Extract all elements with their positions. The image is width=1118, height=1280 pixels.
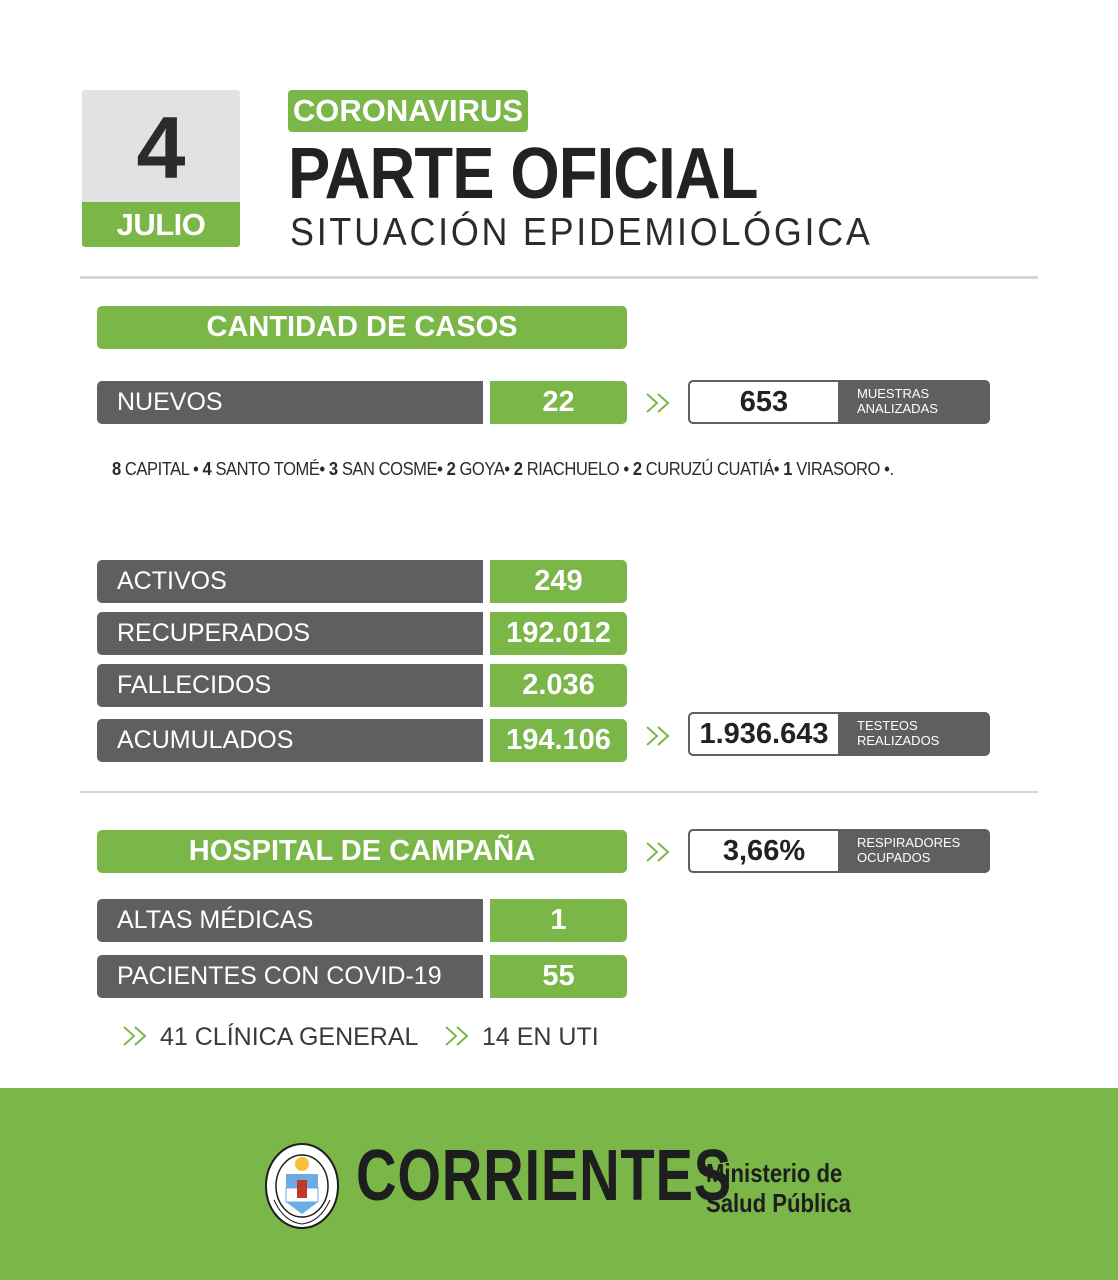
header-divider: [80, 276, 1038, 279]
testeos-label-line2: REALIZADOS: [857, 733, 940, 748]
date-month: JULIO: [82, 202, 240, 247]
provincial-seal-icon: [264, 1140, 340, 1230]
note-clinica-general: [122, 1023, 418, 1052]
altas-value: 1: [490, 899, 627, 942]
muestras-stat: [688, 380, 990, 424]
muestras-value: 653: [690, 382, 838, 422]
department-item: 2 CURUZÚ CUATIÁ•: [632, 459, 780, 479]
section-divider: [80, 791, 1038, 793]
acumulados-label: ACUMULADOS: [97, 719, 483, 762]
note-clinica-general-text: 41 CLÍNICA GENERAL: [160, 1023, 419, 1051]
department-item: 3 SAN COSME•: [328, 459, 443, 479]
department-item: 2 GOYA•: [446, 459, 510, 479]
double-chevron-right-icon: [645, 840, 675, 864]
double-chevron-right-icon: [444, 1024, 474, 1048]
footer: [0, 1088, 1118, 1280]
respiradores-value: 3,66%: [690, 831, 838, 871]
nuevos-value: 22: [490, 381, 627, 424]
respiradores-label-line1: RESPIRADORES: [857, 835, 961, 850]
page-subtitle: SITUACIÓN EPIDEMIOLÓGICA: [290, 211, 873, 254]
footer-ministry-line2: Salud Pública: [706, 1188, 851, 1218]
footer-ministry: [706, 1158, 851, 1218]
muestras-label-line1: MUESTRAS: [857, 386, 930, 401]
footer-ministry-line1: Ministerio de: [706, 1158, 843, 1188]
department-item: 4 SANTO TOMÉ•: [202, 459, 325, 479]
cases-section-title: CANTIDAD DE CASOS: [97, 306, 627, 349]
date-day: 4: [136, 98, 186, 197]
page-title: PARTE OFICIAL: [288, 134, 758, 214]
recuperados-label: RECUPERADOS: [97, 612, 483, 655]
double-chevron-right-icon: [645, 391, 675, 415]
recuperados-value: 192.012: [490, 612, 627, 655]
testeos-label-line1: TESTEOS: [857, 718, 918, 733]
departments-list: [112, 459, 894, 480]
respiradores-stat: [688, 829, 990, 873]
note-uti-text: 14 EN UTI: [482, 1023, 599, 1051]
coronavirus-tag: CORONAVIRUS: [288, 90, 528, 132]
respiradores-label-line2: OCUPADOS: [857, 850, 931, 865]
activos-value: 249: [490, 560, 627, 603]
pacientes-label: PACIENTES CON COVID-19: [97, 955, 483, 998]
acumulados-value: 194.106: [490, 719, 627, 762]
pacientes-value: 55: [490, 955, 627, 998]
altas-label: ALTAS MÉDICAS: [97, 899, 483, 942]
muestras-label: [857, 386, 938, 416]
note-uti: [444, 1023, 599, 1052]
testeos-stat: [688, 712, 990, 756]
fallecidos-value: 2.036: [490, 664, 627, 707]
hospital-section-title: HOSPITAL DE CAMPAÑA: [97, 830, 627, 873]
muestras-label-line2: ANALIZADAS: [857, 401, 938, 416]
testeos-label: [857, 718, 939, 748]
footer-brand: CORRIENTES: [356, 1136, 732, 1216]
department-item: 8 CAPITAL •: [112, 459, 199, 479]
double-chevron-right-icon: [122, 1024, 152, 1048]
fallecidos-label: FALLECIDOS: [97, 664, 483, 707]
double-chevron-right-icon: [645, 724, 675, 748]
activos-label: ACTIVOS: [97, 560, 483, 603]
department-item: 1 VIRASORO •.: [783, 459, 894, 479]
nuevos-label: NUEVOS: [97, 381, 483, 424]
department-item: 2 RIACHUELO •: [513, 459, 629, 479]
testeos-value: 1.936.643: [690, 714, 838, 754]
respiradores-label: [857, 835, 960, 865]
date-badge: [82, 90, 240, 247]
